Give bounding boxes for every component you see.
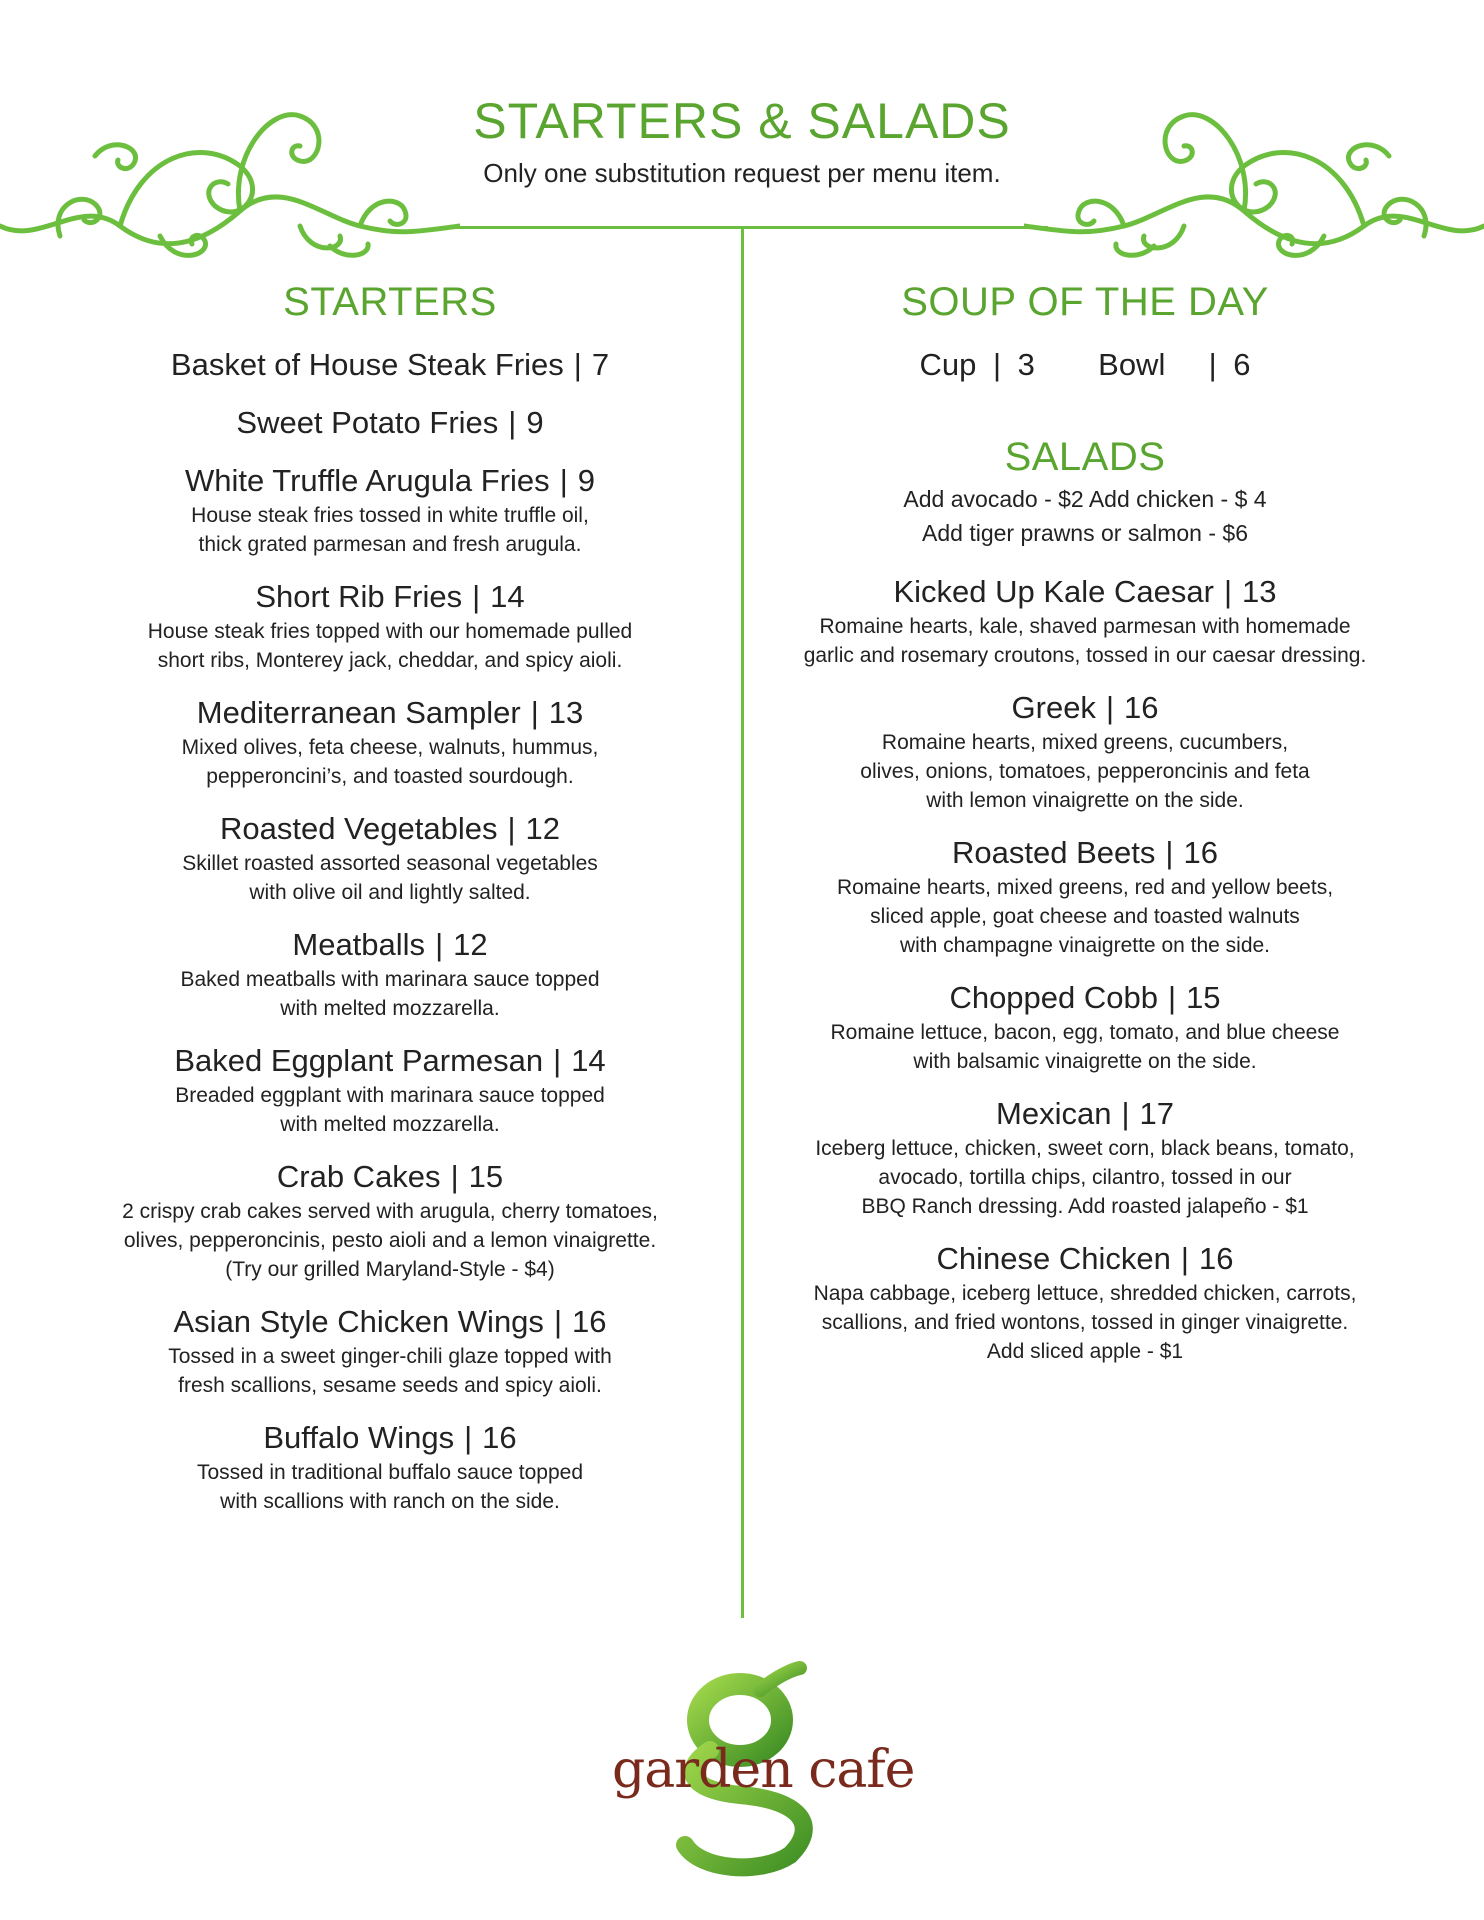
menu-item-price: 16: [1124, 690, 1159, 725]
description-line: Add sliced apple - $1: [986, 1340, 1184, 1363]
description-line: Romaine hearts, mixed greens, cucumbers,: [881, 731, 1289, 754]
salad-addon-note: Add tiger prawns or salmon - $6: [922, 520, 1248, 546]
page-subtitle: Only one substitution request per menu item.: [483, 158, 1001, 188]
menu-item-name: Greek: [1011, 690, 1096, 725]
description-line: House steak fries topped with our homemade pulled: [147, 620, 633, 643]
menu-item-title: [100, 1302, 680, 1342]
soup-cup-label: Cup: [919, 347, 977, 382]
menu-item-name: Chinese Chicken: [936, 1241, 1171, 1276]
soup-bowl-label: Bowl: [1098, 347, 1166, 382]
price-separator: |: [553, 1304, 562, 1339]
menu-item-title: [100, 693, 680, 733]
menu-item: [790, 688, 1380, 815]
menu-item-title: [100, 345, 680, 385]
soup-cup-separator: |: [992, 347, 1002, 382]
menu-item: [100, 403, 680, 443]
menu-item-name: Asian Style Chicken Wings: [173, 1304, 544, 1339]
menu-item-title: [790, 688, 1380, 728]
menu-item-price: 15: [1186, 980, 1221, 1015]
menu-item-name: Mexican: [996, 1096, 1112, 1131]
menu-item: [100, 1157, 680, 1284]
menu-item-title: [790, 572, 1380, 612]
menu-item-price: 9: [577, 463, 595, 498]
menu-item-description: [100, 1342, 680, 1400]
menu-item-price: 16: [1198, 1241, 1234, 1276]
description-line: with melted mozzarella.: [280, 997, 500, 1020]
menu-item: [100, 345, 680, 385]
price-separator: |: [530, 695, 539, 730]
description-line: with champagne vinaigrette on the side.: [899, 934, 1271, 957]
price-separator: |: [435, 927, 444, 962]
price-separator: |: [472, 579, 481, 614]
description-line: (Try our grilled Maryland-Style - $4): [225, 1258, 555, 1281]
soup-heading: SOUP OF THE DAY: [901, 280, 1269, 324]
description-line: avocado, tortilla chips, cilantro, tossed in our: [878, 1166, 1292, 1189]
price-separator: |: [559, 463, 568, 498]
logo-wordmark: garden cafe: [612, 1740, 915, 1800]
menu-item-title: [100, 1157, 680, 1197]
menu-item: [100, 1418, 680, 1516]
menu-item-description: [100, 733, 680, 791]
menu-item-price: 13: [548, 695, 584, 730]
salads-list: [790, 572, 1380, 1366]
menu-item-description: [100, 965, 680, 1023]
description-line: 2 crispy crab cakes served with arugula, cherry tomatoes,: [122, 1200, 658, 1223]
menu-item-title: [100, 461, 680, 501]
description-line: with melted mozzarella.: [280, 1113, 500, 1136]
menu-item-description: [100, 849, 680, 907]
price-separator: |: [1223, 574, 1233, 609]
menu-item-title: [100, 403, 680, 443]
menu-item-title: [790, 1094, 1380, 1134]
description-line: thick grated parmesan and fresh arugula.: [198, 533, 582, 556]
price-separator: |: [1168, 980, 1177, 1015]
menu-item-title: [100, 1418, 680, 1458]
menu-item-description: [100, 617, 680, 675]
salads-heading: SALADS: [1004, 435, 1166, 479]
price-separator: |: [553, 1043, 562, 1078]
description-line: House steak fries tossed in white truffle oil,: [191, 504, 589, 527]
menu-item-name: Basket of House Steak Fries: [170, 347, 564, 382]
menu-item-name: Mediterranean Sampler: [196, 695, 521, 730]
menu-item-price: 14: [490, 579, 525, 614]
menu-item-name: Meatballs: [292, 927, 426, 962]
description-line: Breaded eggplant with marinara sauce topped: [175, 1084, 605, 1107]
menu-item: [100, 1041, 680, 1139]
soup-bowl-separator: |: [1208, 347, 1217, 382]
menu-item-title: [100, 925, 680, 965]
menu-item-name: Roasted Vegetables: [219, 811, 498, 846]
description-line: with lemon vinaigrette on the side.: [926, 789, 1244, 812]
description-line: BBQ Ranch dressing. Add roasted jalapeño - $1: [861, 1195, 1309, 1218]
description-line: Baked meatballs with marinara sauce topped: [180, 968, 600, 991]
description-line: Skillet roasted assorted seasonal vegetables: [182, 852, 598, 875]
description-line: short ribs, Monterey jack, cheddar, and spicy aioli.: [157, 649, 623, 672]
description-line: garlic and rosemary croutons, tossed in our caesar dressing.: [803, 644, 1367, 667]
menu-item-price: 14: [571, 1043, 606, 1078]
menu-item: [100, 925, 680, 1023]
menu-item-price: 13: [1242, 574, 1277, 609]
menu-item-name: White Truffle Arugula Fries: [184, 463, 550, 498]
menu-item-description: [100, 1197, 680, 1284]
menu-item-name: Short Rib Fries: [255, 579, 463, 614]
menu-item-title: [100, 809, 680, 849]
price-separator: |: [573, 347, 582, 382]
vertical-divider: [741, 228, 744, 1618]
menu-item-price: 15: [468, 1159, 504, 1194]
description-line: Mixed olives, feta cheese, walnuts, hummus,: [181, 736, 599, 759]
description-line: sliced apple, goat cheese and toasted walnuts: [870, 905, 1300, 928]
price-separator: |: [507, 811, 516, 846]
menu-item: [100, 809, 680, 907]
menu-item-price: 16: [572, 1304, 607, 1339]
description-line: with balsamic vinaigrette on the side.: [913, 1050, 1257, 1073]
menu-item: [790, 833, 1380, 960]
price-separator: |: [508, 405, 517, 440]
description-line: olives, onions, tomatoes, pepperoncinis and feta: [860, 760, 1310, 783]
menu-item: [790, 978, 1380, 1076]
menu-item-price: 7: [591, 347, 610, 382]
description-line: fresh scallions, sesame seeds and spicy aioli.: [178, 1374, 602, 1397]
menu-item: [100, 461, 680, 559]
menu-item-price: 9: [526, 405, 544, 440]
description-line: Tossed in a sweet ginger-chili glaze topped with: [168, 1345, 612, 1368]
soup-prices: [790, 345, 1380, 385]
menu-item-title: [790, 833, 1380, 873]
description-line: with scallions with ranch on the side.: [220, 1490, 560, 1513]
salad-addon-note: Add avocado - $2 Add chicken - $ 4: [903, 486, 1267, 512]
menu-item-name: Sweet Potato Fries: [236, 405, 499, 440]
menu-item-price: 17: [1139, 1096, 1174, 1131]
price-separator: |: [1105, 690, 1114, 725]
description-line: with olive oil and lightly salted.: [249, 881, 531, 904]
menu-item-description: [100, 1081, 680, 1139]
soup-salads-column: [790, 280, 1380, 1384]
page-title: STARTERS & SALADS: [473, 93, 1011, 149]
menu-item-name: Buffalo Wings: [263, 1420, 455, 1455]
menu-item: [100, 577, 680, 675]
menu-item: [790, 1239, 1380, 1366]
menu-item: [790, 1094, 1380, 1221]
menu-item-price: 12: [453, 927, 488, 962]
menu-item-title: [100, 577, 680, 617]
description-line: Iceberg lettuce, chicken, sweet corn, black beans, tomato,: [815, 1137, 1355, 1160]
description-line: Napa cabbage, iceberg lettuce, shredded chicken, carrots,: [813, 1282, 1357, 1305]
description-line: olives, pepperoncinis, pesto aioli and a lemon vinaigrette.: [123, 1229, 657, 1252]
menu-item-price: 12: [525, 811, 561, 846]
menu-item-description: [100, 501, 680, 559]
starters-heading: STARTERS: [283, 280, 497, 324]
menu-item-description: [790, 1134, 1380, 1221]
menu-item-price: 16: [482, 1420, 517, 1455]
price-separator: |: [450, 1159, 459, 1194]
soup-bowl-price: 6: [1233, 347, 1251, 382]
description-line: scallions, and fried wontons, tossed in ginger vinaigrette.: [821, 1311, 1349, 1334]
menu-item-name: Kicked Up Kale Caesar: [893, 574, 1214, 609]
menu-item: [100, 693, 680, 791]
description-line: Romaine hearts, kale, shaved parmesan with homemade: [819, 615, 1351, 638]
menu-item: [100, 1302, 680, 1400]
menu-item-name: Roasted Beets: [952, 835, 1156, 870]
menu-item-description: [790, 873, 1380, 960]
menu-item-description: [100, 1458, 680, 1516]
menu-item-name: Crab Cakes: [276, 1159, 441, 1194]
price-separator: |: [464, 1420, 473, 1455]
description-line: pepperoncini’s, and toasted sourdough.: [206, 765, 574, 788]
menu-item-description: [790, 1018, 1380, 1076]
menu-item-description: [790, 728, 1380, 815]
starters-column: [100, 280, 680, 1534]
horizontal-divider: [440, 226, 1048, 229]
price-separator: |: [1121, 1096, 1130, 1131]
price-separator: |: [1180, 1241, 1189, 1276]
menu-item-title: [790, 1239, 1380, 1279]
menu-item-description: [790, 1279, 1380, 1366]
menu-item-name: Chopped Cobb: [949, 980, 1158, 1015]
menu-item-title: [100, 1041, 680, 1081]
salad-addons: [790, 482, 1380, 550]
menu-item: [790, 572, 1380, 670]
price-separator: |: [1165, 835, 1174, 870]
menu-item-name: Baked Eggplant Parmesan: [174, 1043, 544, 1078]
soup-cup-price: 3: [1017, 347, 1035, 382]
menu-item-description: [790, 612, 1380, 670]
menu-item-price: 16: [1183, 835, 1218, 870]
starters-list: [100, 345, 680, 1516]
menu-item-title: [790, 978, 1380, 1018]
description-line: Romaine lettuce, bacon, egg, tomato, and blue cheese: [830, 1021, 1340, 1044]
description-line: Romaine hearts, mixed greens, red and yellow beets,: [836, 876, 1334, 899]
description-line: Tossed in traditional buffalo sauce topped: [196, 1461, 584, 1484]
